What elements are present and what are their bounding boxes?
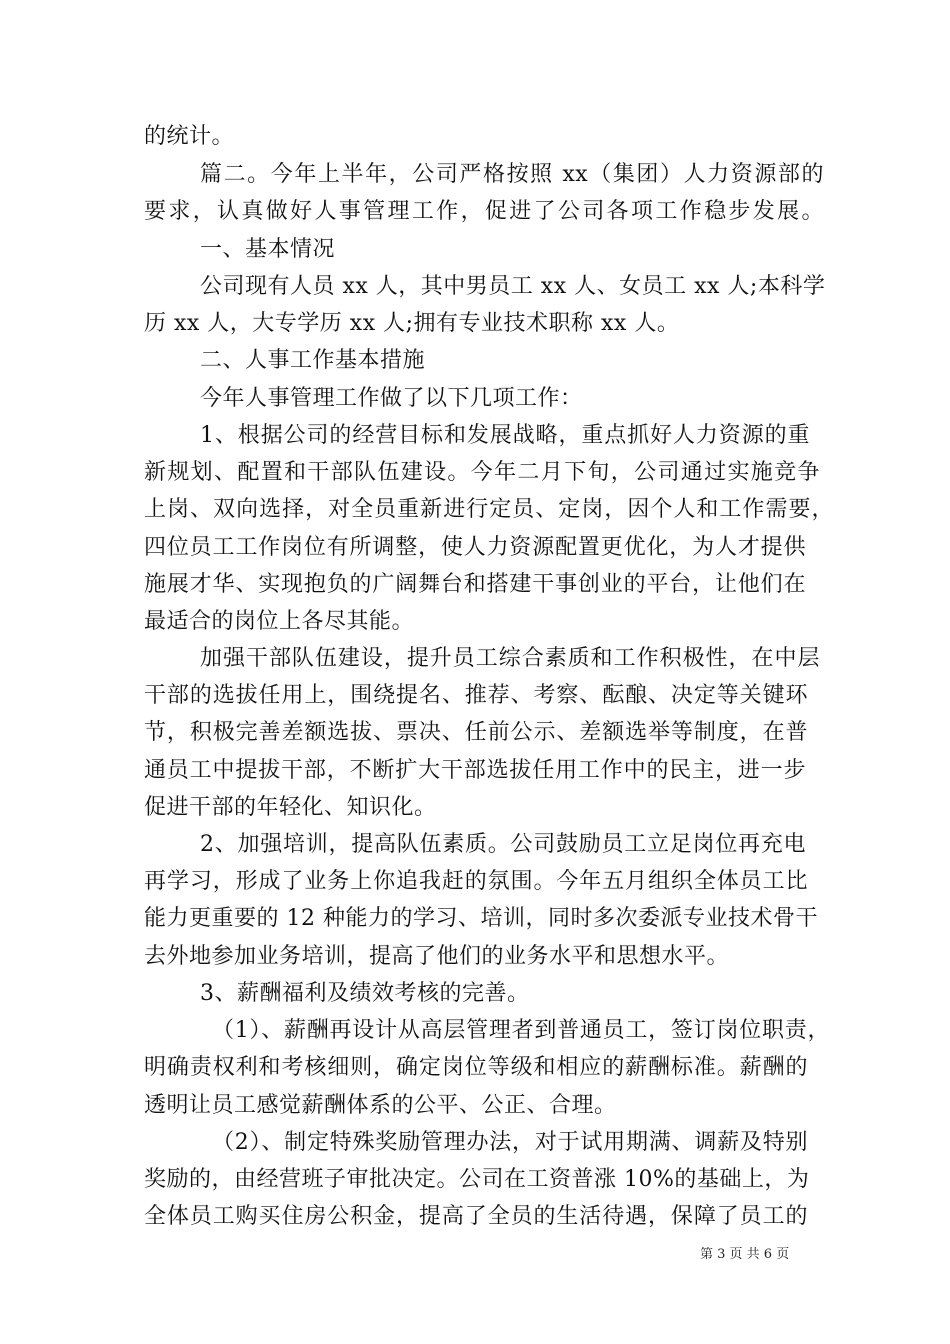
text-line: 通员工中提拔干部，不断扩大干部选拔任用工作中的民主，进一步 — [144, 758, 806, 783]
text-line: 干部的选拔任用上，围绕提名、推荐、考察、酝酿、决定等关键环 — [144, 683, 808, 708]
text-line: 去外地参加业务培训，提高了他们的业务水平和思想水平。 — [144, 944, 730, 969]
text-line: 四位员工工作岗位有所调整，使人力资源配置更优化，为人才提供 — [144, 535, 806, 560]
text-line: 公司现有人员 xx 人，其中男员工 xx 人、女员工 xx 人;本科学 — [200, 274, 826, 299]
text-line: 最适合的岗位上各尽其能。 — [144, 609, 415, 634]
text-line: 篇二。今年上半年，公司严格按照 xx（集团）人力资源部的 — [200, 162, 824, 187]
text-line: 历 xx 人，大专学历 xx 人;拥有专业技术职称 xx 人。 — [144, 311, 680, 336]
text-line: 施展才华、实现抱负的广阔舞台和搭建干事创业的平台，让他们在 — [144, 572, 806, 597]
section-heading: 一、基本情况 — [200, 237, 336, 262]
text-line: 明确责权利和考核细则，确定岗位等级和相应的薪酬标准。薪酬的 — [144, 1055, 808, 1080]
section-heading: 二、人事工作基本措施 — [200, 348, 426, 373]
text-line: 全体员工购买住房公积金，提高了全员的生活待遇，保障了员工的 — [144, 1204, 808, 1229]
text-line: 节，积极完善差额选拔、票决、任前公示、差额选举等制度，在普 — [144, 720, 808, 745]
page-number: 第 3 页 共 6 页 — [700, 1247, 790, 1262]
text-line: 再学习，形成了业务上你追我赶的氛围。今年五月组织全体员工比 — [144, 869, 808, 894]
text-line: 2、加强培训，提高队伍素质。公司鼓励员工立足岗位再充电 — [200, 832, 806, 857]
text-line: 奖励的，由经营班子审批决定。公司在工资普涨 10%的基础上，为 — [144, 1167, 810, 1192]
text-line: 今年人事管理工作做了以下几项工作： — [200, 386, 583, 411]
text-line: （1）、薪酬再设计从高层管理者到普通员工，签订岗位职责， — [212, 1018, 830, 1043]
text-line: 透明让员工感觉薪酬体系的公平、公正、合理。 — [144, 1093, 617, 1118]
text-line: 新规划、配置和干部队伍建设。今年二月下旬，公司通过实施竞争 — [144, 460, 820, 485]
text-line: 加强干部队伍建设，提升员工综合素质和工作积极性，在中层 — [200, 646, 820, 671]
text-line: 要求，认真做好人事管理工作，促进了公司各项工作稳步发展。 — [144, 199, 824, 224]
text-line: 上岗、双向选择，对全员重新进行定员、定岗，因个人和工作需要， — [144, 497, 834, 522]
text-line: 1、根据公司的经营目标和发展战略，重点抓好人力资源的重 — [200, 423, 810, 448]
text-line: 能力更重要的 12 种能力的学习、培训，同时多次委派专业技术骨干 — [144, 906, 818, 931]
text-line: 3、薪酬福利及绩效考核的完善。 — [200, 981, 530, 1006]
text-line: （2）、制定特殊奖励管理办法，对于试用期满、调薪及特别 — [212, 1130, 808, 1155]
text-line: 促进干部的年轻化、知识化。 — [144, 795, 437, 820]
text-line: 的统计。 — [144, 124, 235, 149]
